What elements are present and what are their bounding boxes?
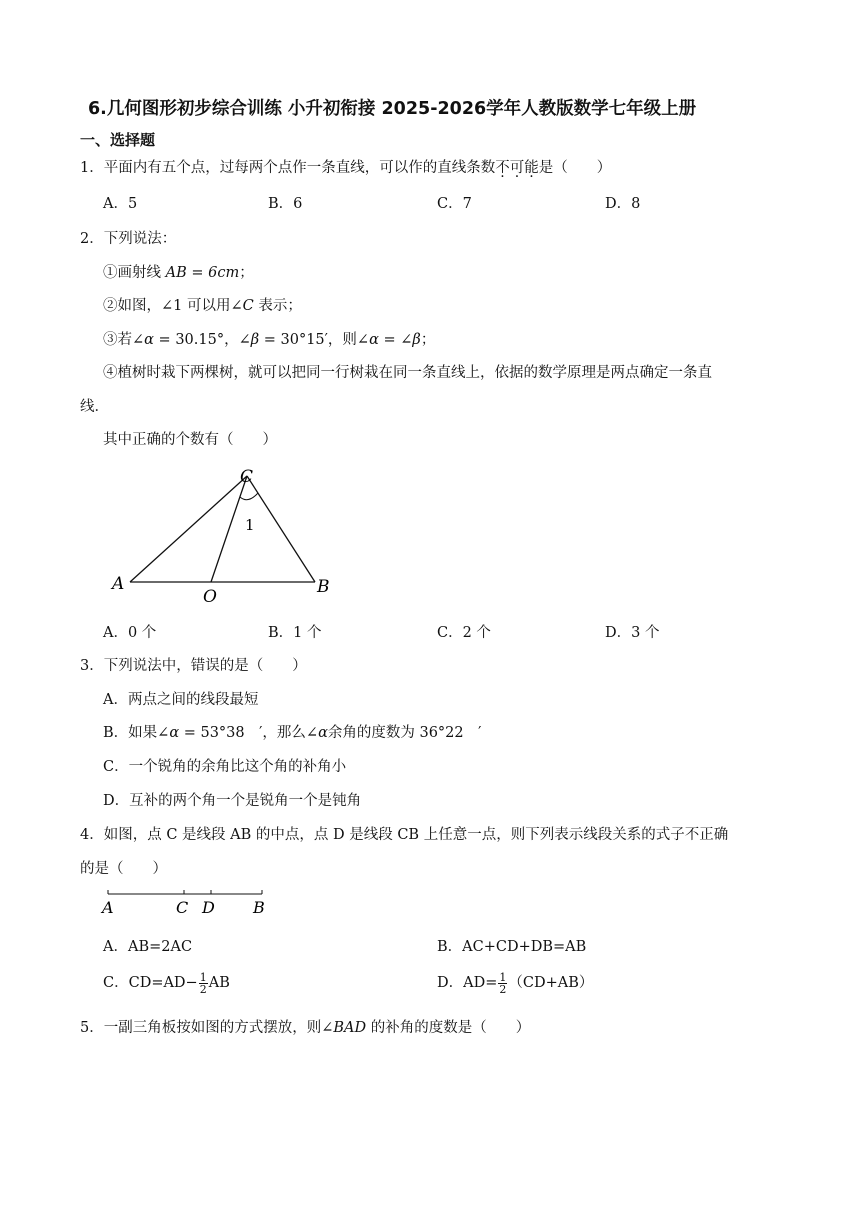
q3-stem: 3．下列说法中，错误的是（ ） [80,658,307,674]
fraction-one-half: $\frac{1}{2}$ [199,970,207,996]
q2-option-b: B．1 个 [268,625,322,641]
q4-stem-line-1: 4．如图，点 C 是线段 AB 的中点，点 D 是线段 CB 上任意一点，则下列表示线段关系的式子不正确 [80,827,729,843]
q2-statement-3: ③若∠α = 30.15°，∠β = 30°15′，则∠α = ∠β； [103,332,436,348]
q2-statement-1: ①画射线 AB = 6cm； [103,265,254,281]
q2-stem: 2．下列说法： [80,231,177,247]
q4-option-a: A．AB=2AC [103,939,193,955]
q1-option-b: B．6 [268,196,303,212]
label-b: B [317,577,330,597]
q2-option-a: A．0 个 [103,625,157,641]
q3-option-a: A．两点之间的线段最短 [103,692,259,708]
q1-stem: 1．平面内有五个点，过每两个点作一条直线，可以作的直线条数不可能是（ ） [80,160,612,176]
q4-option-b: B．AC+CD+DB=AB [437,939,587,955]
label-a: A [102,898,114,917]
fraction-one-half: $\frac{1}{2}$ [499,970,507,996]
q1-option-a: A．5 [103,196,138,212]
label-c: C [240,467,254,487]
angle-1-arc [240,493,258,500]
q3-option-c: C．一个锐角的余角比这个角的补角小 [103,759,347,775]
q4-stem-line-2: 的是（ ） [80,861,167,877]
q2-question: 其中正确的个数有（ ） [103,432,277,448]
q3-option-b: B．如果∠α = 53°38 ′，那么∠α余角的度数为 36°22 ′ [103,725,482,741]
q2-statement-4: ④植树时栽下两棵树，就可以把同一行树栽在同一条直线上，依据的数学原理是两点确定一条直 [103,365,712,381]
label-d: D [202,898,215,917]
q3-option-d: D．互补的两个角一个是锐角一个是钝角 [103,793,362,809]
q1-option-c: C．7 [437,196,472,212]
q1-option-d: D．8 [605,196,641,212]
label-o: O [203,587,217,607]
q2-option-d: D．3 个 [605,625,660,641]
label-c: C [176,898,189,917]
page-title: 6.几何图形初步综合训练 小升初衔接 2025-2026学年人教版数学七年级上册 [88,99,697,119]
q2-triangle-figure [105,462,345,610]
q2-statement-4-cont: 线． [80,399,109,415]
q2-statement-2: ②如图，∠1 可以用∠C 表示； [103,298,302,314]
q5-stem: 5．一副三角板按如图的方式摆放，则∠BAD 的补角的度数是（ ） [80,1020,531,1036]
q2-option-c: C．2 个 [437,625,491,641]
section-heading: 一、选择题 [80,131,156,149]
label-angle-1: 1 [245,516,255,534]
q4-option-d: D．AD= $\frac{1}{2}$ （CD+AB） [437,970,594,996]
label-b: B [253,898,265,917]
segment-cb [247,476,315,582]
label-a: A [112,574,125,594]
q4-segment-figure [100,884,275,920]
q4-option-c: C．CD=AD− $\frac{1}{2}$ AB [103,970,230,996]
